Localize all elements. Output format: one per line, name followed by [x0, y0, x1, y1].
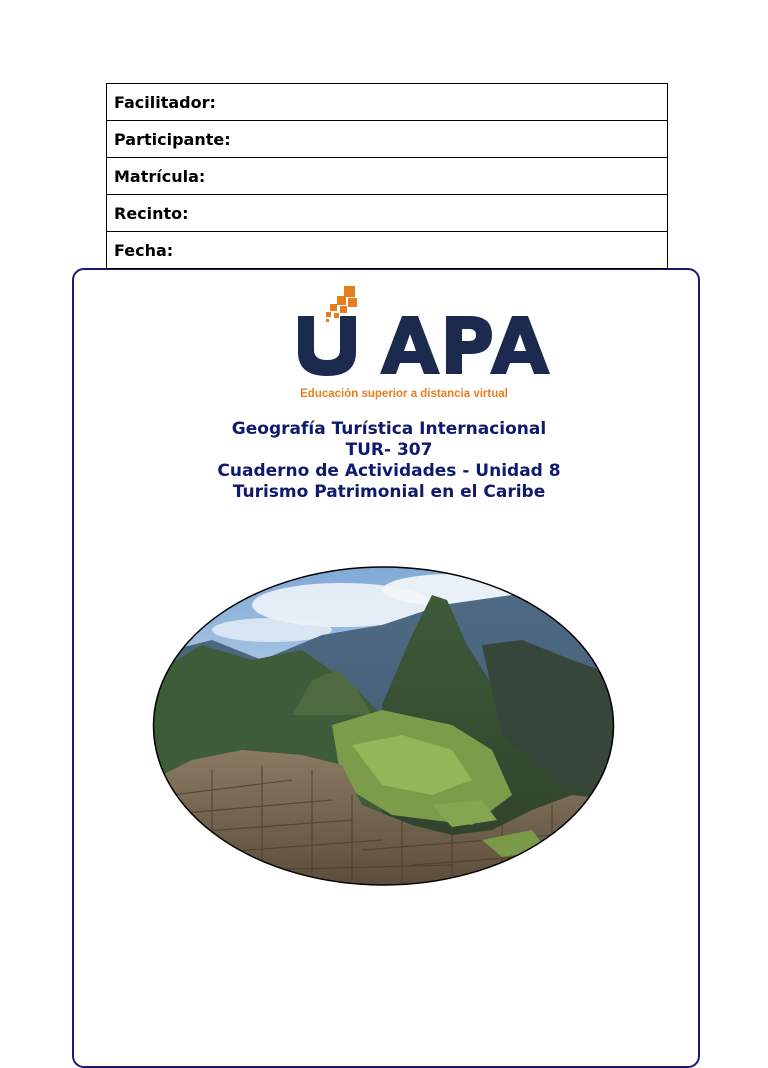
table-row — [107, 195, 668, 232]
participante-field[interactable]: Participante: — [107, 121, 668, 158]
facilitador-field[interactable]: Facilitador: — [107, 84, 668, 121]
table-row — [107, 232, 668, 269]
fecha-field[interactable]: Fecha: — [107, 232, 668, 269]
table-row — [107, 158, 668, 195]
logo-tagline: Educación superior a distancia virtual — [300, 388, 508, 400]
machu-picchu-photo — [152, 565, 615, 887]
logo-wordmark — [298, 316, 550, 376]
table-row — [107, 121, 668, 158]
activity-unit: Cuaderno de Actividades - Unidad 8 — [217, 461, 561, 481]
course-code: TUR- 307 — [345, 440, 433, 460]
table-row — [107, 84, 668, 121]
matricula-field[interactable]: Matrícula: — [107, 158, 668, 195]
course-name: Geografía Turística Internacional — [231, 419, 547, 439]
unit-topic: Turismo Patrimonial en el Caribe — [232, 482, 546, 502]
recinto-field[interactable]: Recinto: — [107, 195, 668, 232]
course-title-block — [100, 419, 678, 503]
uapa-logo — [240, 282, 570, 404]
participant-info-table — [106, 83, 668, 269]
